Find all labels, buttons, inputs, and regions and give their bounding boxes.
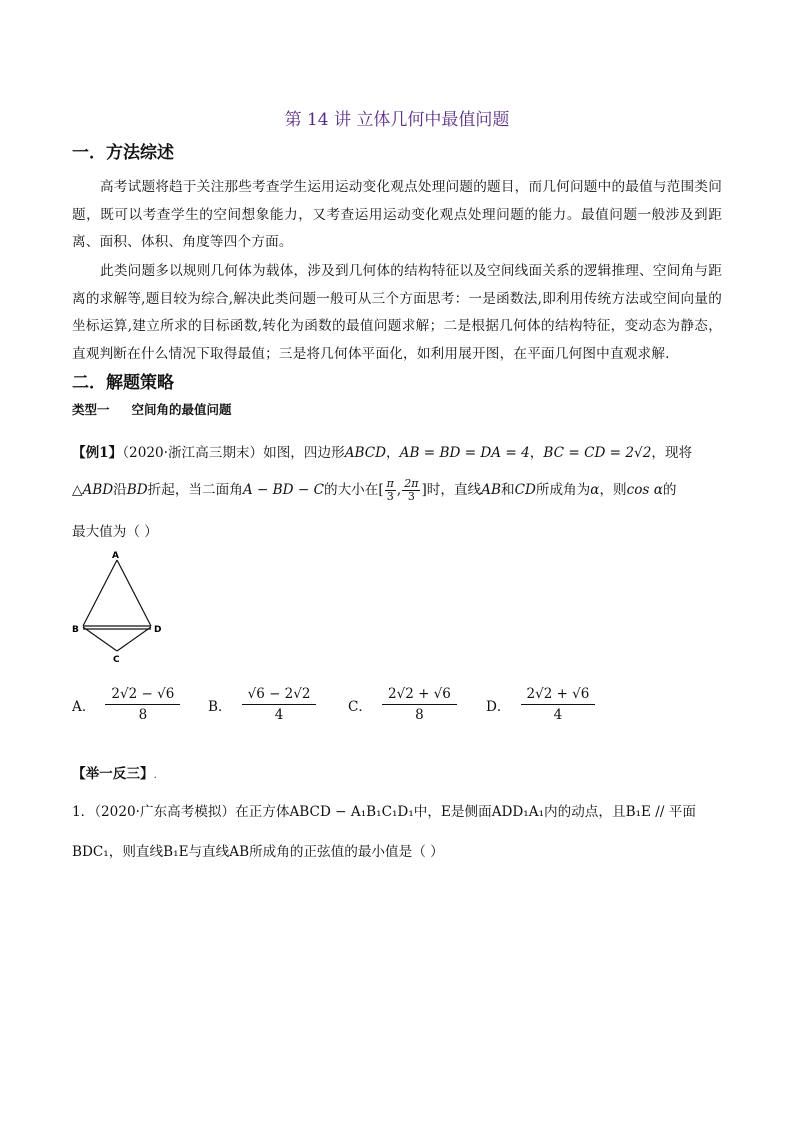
example-tag: 【例1】 — [72, 445, 123, 461]
edge-bc — [83, 627, 117, 651]
cube-name: ABCD − A₁B₁C₁D₁ — [289, 804, 414, 820]
face-add1a1: ADD₁A₁ — [491, 804, 545, 820]
choice-a[interactable]: A． $\frac{2√2 - √6}{8}$ — [72, 684, 180, 725]
text-and: 和 — [500, 482, 515, 498]
interval-frac-2: $\frac{2\pi}{3}$ — [404, 477, 419, 503]
edge-ad — [117, 560, 151, 626]
example-line1-end: ，现将 — [651, 445, 693, 461]
alpha-symbol: α — [590, 482, 600, 498]
text-angle: 所成角为 — [535, 482, 591, 498]
example-line-2: △ABD沿BD折起，当二面角A − BD − C的大小在[ $\frac{\pi}{3}$ , $\frac{2\pi}{3}$ ]时，直线AB和CD所成角为α，则cos α的 — [72, 477, 677, 503]
type-heading — [72, 400, 232, 418]
section-heading-method: 一．方法综述 — [72, 143, 174, 163]
example-source: （2020·浙江高三期末）如图，四边形 — [122, 445, 345, 461]
triangle-abd: △ABD — [72, 482, 114, 498]
line-ab: AB — [481, 482, 501, 498]
page-title: 第 14 讲 立体几何中最值问题 — [284, 110, 510, 130]
section-heading-strategy: 二．解题策略 — [72, 373, 174, 393]
example-eq1: AB = BD = DA = 4 — [399, 445, 530, 461]
variant-heading: 【举一反三】. — [72, 766, 157, 782]
vertex-label-c: C — [113, 655, 120, 665]
edge-cd — [117, 627, 151, 651]
type-label: 类型一 — [72, 402, 110, 417]
line-cd: CD — [514, 482, 536, 498]
example-eq2: BC = CD = 2√2 — [543, 445, 652, 461]
paragraph-overview: 高考试题将趋于关注那些考查学生运用运动变化观点处理问题的题目，而几何问题中的最值与范围类问题，既可以考查学生的空间想象能力，又考查运用运动变化观点处理问题的能力。最值问题一般涉及到距离、面积、体积、角度等四个方面。 — [72, 179, 722, 250]
vertex-label-a: A — [112, 551, 119, 561]
text-of: 的 — [662, 482, 677, 498]
text-then: ，则 — [599, 482, 627, 498]
dihedral-angle: A − BD − C — [242, 482, 324, 498]
example-line-1: 【例1】（2020·浙江高三期末）如图，四边形ABCD，AB = BD = DA = 4，BC = CD = 2√2，现将 — [72, 445, 693, 461]
vertex-label-b: B — [72, 625, 79, 635]
choice-d[interactable]: D． $\frac{2√2 + √6}{4}$ — [486, 684, 595, 725]
paragraph-approach: 此类问题多以规则几何体为载体，涉及到几何体的结构特征以及空间线面关系的逻辑推理、空间角与距离的求解等,题目较为综合,解决此类问题一般可从三个方面思考：一是函数法,即利用传统方法或空间向量的坐标运算,建立所求的目标函数,转化为函数的最值问题求解；二是根据几何体的结构特征，变动态为静态，直观判断在什么情况下取得最值；三是将几何体平面化，如利用展开图，在平面几何图中直观求解. — [72, 263, 722, 362]
line-ab-variant: AB — [229, 844, 250, 860]
text-fold: 折起，当二面角 — [147, 482, 243, 498]
example-line-3: 最大值为（ ） — [72, 524, 158, 540]
interval-frac-1: $\frac{\pi}{3}$ — [386, 477, 394, 503]
cos-alpha: cos α — [626, 482, 663, 498]
plane-bdc1: BDC₁ — [72, 844, 109, 860]
choice-b[interactable]: B． $\frac{√6 - 2√2}{4}$ — [208, 684, 316, 725]
text-when: 时，直线 — [426, 482, 482, 498]
line-b1e: B₁E — [163, 844, 189, 860]
text-along: 沿 — [113, 482, 127, 498]
variant-question-line-1: 1．（2020·广东高考模拟）在正方体ABCD − A₁B₁C₁D₁中，E是侧面ADD₁A₁内的动点，且B₁E // 平面 — [72, 804, 696, 820]
vertex-label-d: D — [154, 625, 162, 635]
point-e: E — [440, 804, 451, 820]
text-range: 的大小在 — [323, 482, 379, 498]
example-quad: ABCD — [344, 445, 387, 461]
quadrilateral-figure — [70, 548, 170, 668]
type-title: 空间角的最值问题 — [131, 402, 232, 417]
variant-question-line-2: BDC₁，则直线B₁E与直线AB所成角的正弦值的最小值是（ ） — [72, 844, 444, 860]
answer-choices — [72, 684, 732, 724]
b1e-parallel: B₁E // 平面 — [625, 804, 696, 820]
segment-bd: BD — [126, 482, 148, 498]
edge-ab — [83, 560, 117, 626]
choice-c[interactable]: C． $\frac{2√2 + √6}{8}$ — [348, 684, 457, 725]
